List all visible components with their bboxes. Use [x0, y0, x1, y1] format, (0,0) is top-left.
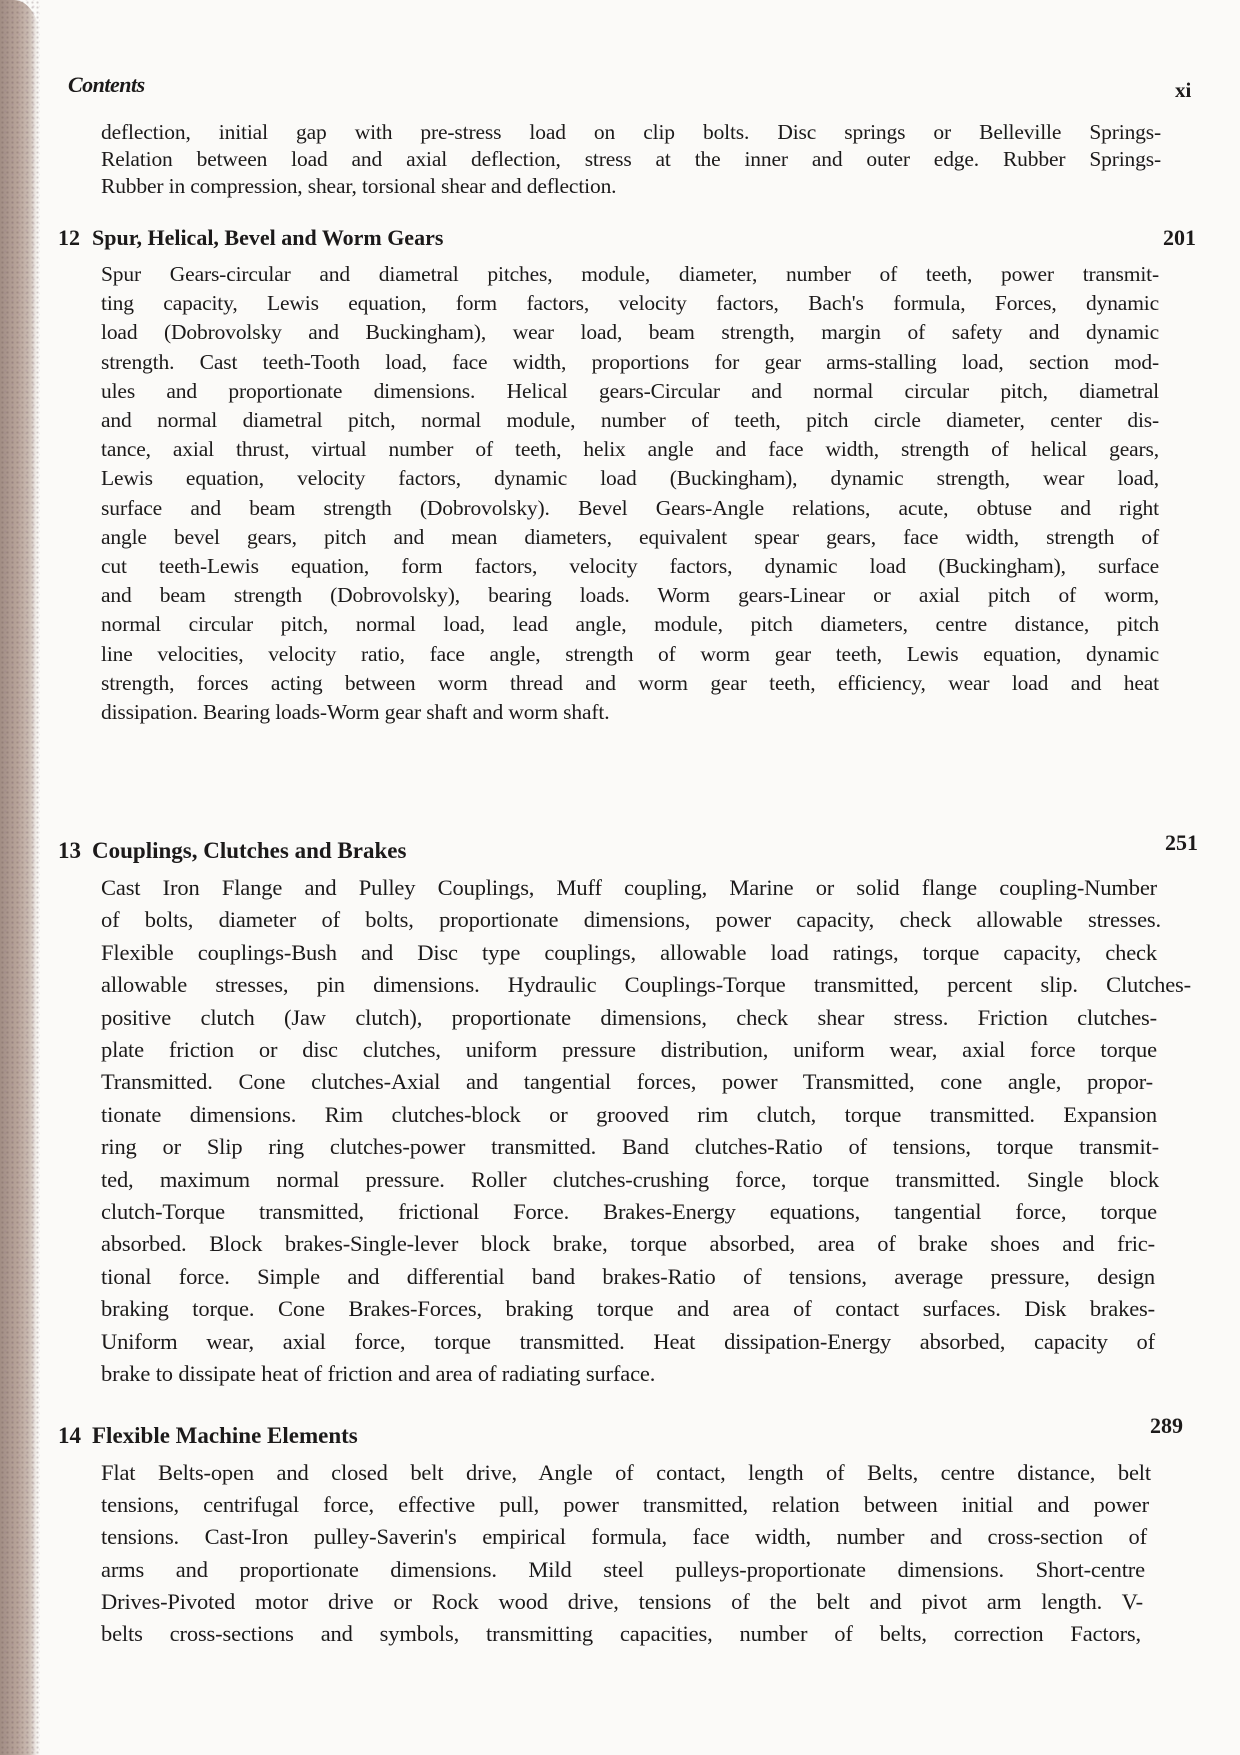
- text-line: Uniform wear, axial force, torque transmitted. Heat dissipation-Energy absorbed, capacity of: [101, 1328, 1155, 1354]
- chapter-title: Spur, Helical, Bevel and Worm Gears: [92, 225, 444, 250]
- text-line: arms and proportionate dimensions. Mild steel pulleys-proportionate dimensions. Short-centre: [101, 1556, 1145, 1582]
- chapter-number: 13: [58, 838, 81, 863]
- page-number: xi: [1175, 78, 1192, 102]
- text-line: clutch-Torque transmitted, frictional Force. Brakes-Energy equations, tangential force, torque: [101, 1199, 1157, 1225]
- text-line: tional force. Simple and differential band brakes-Ratio of tensions, average pressure, design: [101, 1263, 1155, 1289]
- text-line: Rubber in compression, shear, torsional shear and deflection.: [101, 174, 617, 198]
- text-line: brake to dissipate heat of friction and area of radiating surface.: [101, 1361, 656, 1387]
- text-line: load (Dobrovolsky and Buckingham), wear load, beam strength, margin of safety and dynamic: [101, 320, 1159, 345]
- chapter-12-description: [101, 260, 1159, 727]
- chapter-12-page[interactable]: 201: [1163, 225, 1196, 250]
- text-line: tensions. Cast-Iron pulley-Saverin's empirical formula, face width, number and cross-section of: [101, 1524, 1147, 1550]
- text-line: absorbed. Block brakes-Single-lever block brake, torque absorbed, area of brake shoes and fric-: [101, 1231, 1155, 1257]
- text-line: and normal diametral pitch, normal module, number of teeth, pitch circle diameter, center dis-: [101, 408, 1159, 433]
- text-line: and beam strength (Dobrovolsky), bearing loads. Worm gears-Linear or axial pitch of worm,: [101, 583, 1159, 608]
- chapter-title: Couplings, Clutches and Brakes: [92, 838, 407, 863]
- text-line: Cast Iron Flange and Pulley Couplings, Muff coupling, Marine or solid flange coupling-Number: [101, 875, 1157, 900]
- text-line: Relation between load and axial deflection, stress at the inner and outer edge. Rubber Springs-: [101, 147, 1161, 171]
- chapter-number: 12: [58, 225, 80, 250]
- chapter-14-description: [101, 1457, 1151, 1650]
- text-line: tensions, centrifugal force, effective pull, power transmitted, relation between initial and power: [101, 1492, 1149, 1518]
- chapter-13-description: [101, 872, 1191, 1391]
- text-line: tance, axial thrust, virtual number of teeth, helix angle and face width, strength of helical gears,: [101, 437, 1159, 462]
- text-line: Flexible couplings-Bush and Disc type couplings, allowable load ratings, torque capacity, check: [101, 939, 1157, 965]
- text-line: braking torque. Cone Brakes-Forces, braking torque and area of contact surfaces. Disk brakes-: [101, 1296, 1155, 1322]
- chapter-title: Flexible Machine Elements: [92, 1423, 358, 1448]
- text-line: Lewis equation, velocity factors, dynamic load (Buckingham), dynamic strength, wear load,: [101, 466, 1159, 491]
- text-line: belts cross-sections and symbols, transmitting capacities, number of belts, correction Factors,: [101, 1621, 1141, 1647]
- continuation-text: [101, 119, 1161, 200]
- chapter-number: 14: [58, 1423, 81, 1448]
- text-line: angle bevel gears, pitch and mean diameters, equivalent spear gears, face width, strength of: [101, 524, 1159, 549]
- text-line: ring or Slip ring clutches-power transmitted. Band clutches-Ratio of tensions, torque transmit-: [101, 1134, 1159, 1160]
- text-line: ted, maximum normal pressure. Roller clutches-crushing force, torque transmitted. Single block: [101, 1166, 1159, 1192]
- text-line: positive clutch (Jaw clutch), proportionate dimensions, check shear stress. Friction clutches-: [101, 1004, 1157, 1030]
- text-line: Drives-Pivoted motor drive or Rock wood drive, tensions of the belt and pivot arm length. V-: [101, 1588, 1143, 1614]
- text-line: strength, forces acting between worm thread and worm gear teeth, efficiency, wear load and heat: [101, 670, 1159, 695]
- chapter-14-heading[interactable]: [58, 1423, 358, 1449]
- text-line: strength. Cast teeth-Tooth load, face width, proportions for gear arms-stalling load, section mod-: [101, 349, 1159, 374]
- chapter-14-page[interactable]: 289: [1150, 1413, 1183, 1438]
- chapter-12-heading[interactable]: [58, 225, 443, 251]
- text-line: of bolts, diameter of bolts, proportionate dimensions, power capacity, check allowable stresses.: [101, 907, 1161, 933]
- text-line: cut teeth-Lewis equation, form factors, velocity factors, dynamic load (Buckingham), surface: [101, 554, 1159, 579]
- text-line: tionate dimensions. Rim clutches-block or grooved rim clutch, torque transmitted. Expansion: [101, 1101, 1157, 1127]
- text-line: ting capacity, Lewis equation, form factors, velocity factors, Bach's formula, Forces, dynamic: [101, 291, 1159, 316]
- running-head: Contents: [68, 72, 145, 97]
- text-line: dissipation. Bearing loads-Worm gear shaft and worm shaft.: [101, 700, 610, 725]
- text-line: Spur Gears-circular and diametral pitches, module, diameter, number of teeth, power transmit-: [101, 262, 1159, 286]
- text-line: Transmitted. Cone clutches-Axial and tangential forces, power Transmitted, cone angle, propor-: [101, 1069, 1153, 1095]
- text-line: deflection, initial gap with pre-stress load on clip bolts. Disc springs or Belleville Springs-: [101, 120, 1161, 144]
- text-line: normal circular pitch, normal load, lead angle, module, pitch diameters, centre distance, pitch: [101, 612, 1159, 637]
- text-line: Flat Belts-open and closed belt drive, Angle of contact, length of Belts, centre distance, belt: [101, 1460, 1151, 1485]
- text-line: surface and beam strength (Dobrovolsky). Bevel Gears-Angle relations, acute, obtuse and right: [101, 495, 1159, 520]
- chapter-13-heading[interactable]: [58, 838, 406, 864]
- chapter-13-page[interactable]: 251: [1165, 830, 1198, 855]
- text-line: ules and proportionate dimensions. Helical gears-Circular and normal circular pitch, diametral: [101, 378, 1159, 403]
- text-line: line velocities, velocity ratio, face angle, strength of worm gear teeth, Lewis equation, dynamic: [101, 641, 1159, 666]
- text-line: plate friction or disc clutches, uniform pressure distribution, uniform wear, axial force torque: [101, 1037, 1157, 1063]
- text-line: allowable stresses, pin dimensions. Hydraulic Couplings-Torque transmitted, percent slip. Clutches-: [101, 972, 1191, 998]
